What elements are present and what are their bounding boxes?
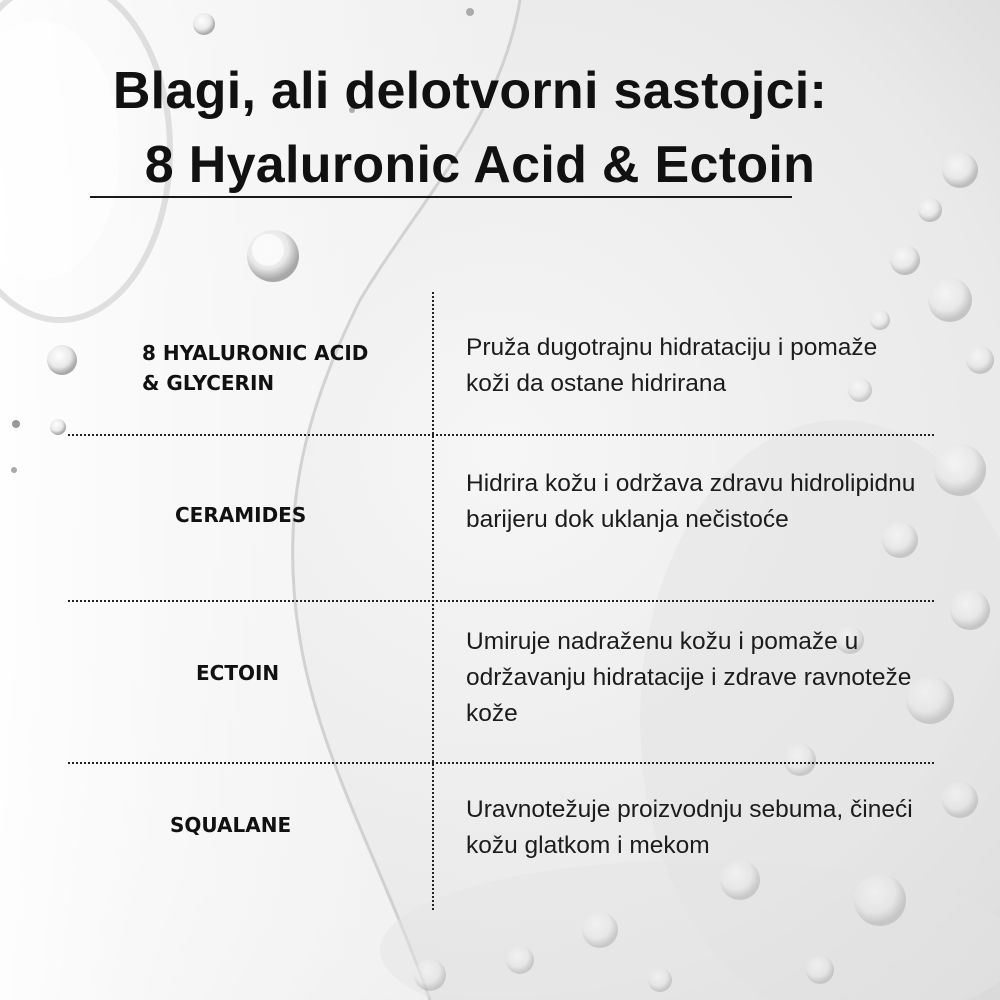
headline-line-1: Blagi, ali delotvorni sastojci: [112,62,828,120]
ingredient-name-squalane: SQUALANE [170,813,292,837]
ingredient-description-ectoin: Umiruje nadraženu kožu i pomaže u održavanju hidratacije i zdrave ravnoteže kože [466,628,912,727]
ingredient-name-ectoin: ECTOIN [196,661,280,685]
headline-line-2: 8 Hyaluronic Acid & Ectoin [144,136,816,194]
row-divider-2 [68,600,934,602]
ingredient-name-line-2: & GLYCERIN [142,371,275,395]
ingredient-name-hyaluronic [142,338,368,398]
ingredient-description-ceramides: Hidrira kožu i održava zdravu hidrolipidnu barijeru dok uklanja nečistoće [466,470,916,533]
row-divider-1 [68,434,934,436]
ingredient-name-line-1: 8 HYALURONIC ACID [142,341,369,365]
row-divider-3 [68,762,934,764]
headline-underline [90,196,792,198]
ingredient-name-ceramides: CERAMIDES [175,503,307,527]
ingredient-description-squalane: Uravnotežuje proizvodnju sebuma, čineći kožu glatkom i mekom [466,796,913,859]
headline [0,54,940,202]
ingredient-description-hyaluronic: Pruža dugotrajnu hidrataciju i pomaže koži da ostane hidrirana [466,334,878,397]
